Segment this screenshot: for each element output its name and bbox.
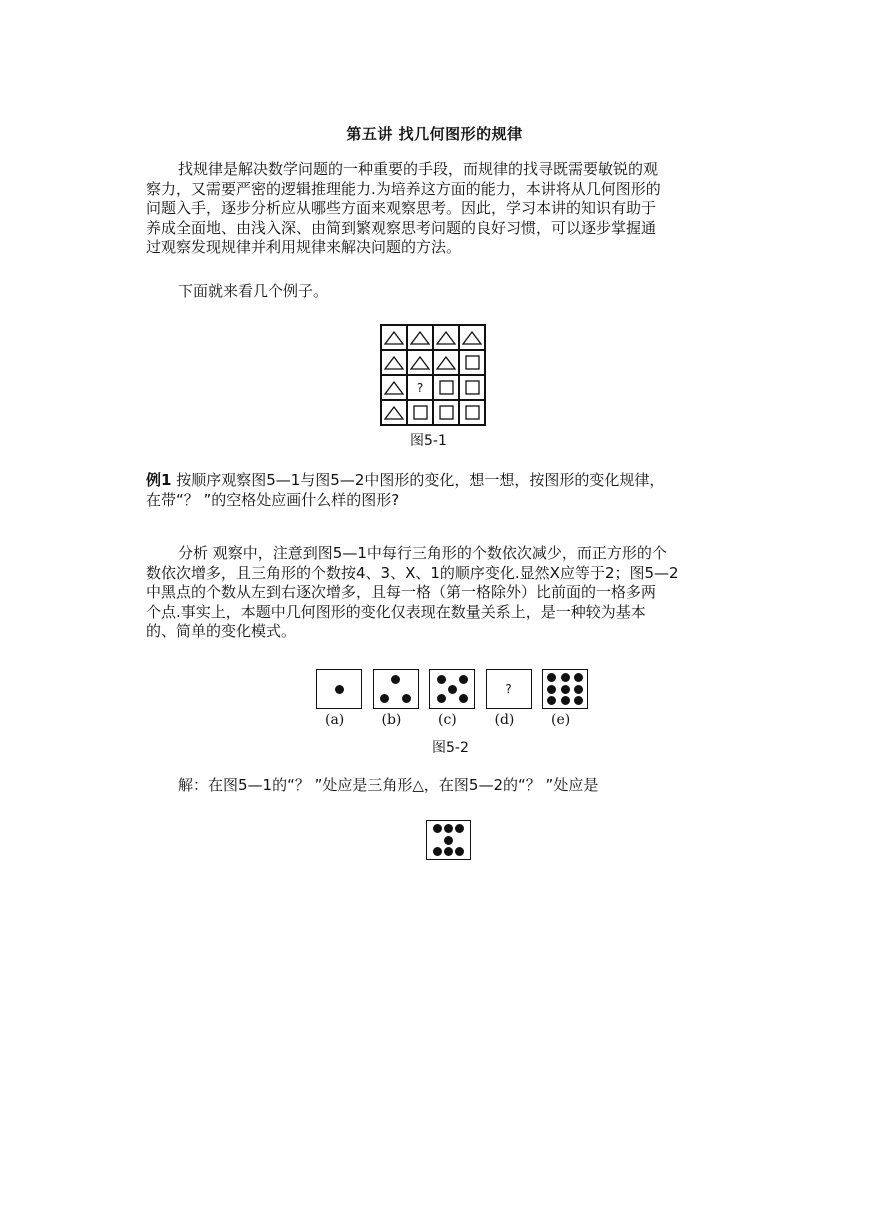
- example-1: [146, 471, 766, 510]
- intro-line: 察力，又需要严密的逻辑推理能力.为培养这方面的能力，本讲将从几何图形的: [146, 179, 661, 198]
- box-label: (d): [494, 712, 515, 728]
- square-cell: [460, 401, 486, 426]
- triangle-cell: [382, 326, 408, 351]
- triangle-cell: [460, 326, 486, 351]
- dot: [433, 847, 442, 856]
- dot: [335, 685, 344, 694]
- triangle-cell: [382, 401, 408, 426]
- dot: [448, 685, 457, 694]
- dice-box: [486, 669, 532, 709]
- dot: [391, 675, 400, 684]
- figure-5-1-caption: 图5-1: [410, 433, 447, 449]
- box-label: (c): [438, 712, 457, 728]
- dot: [561, 673, 570, 682]
- triangle-cell: [408, 326, 434, 351]
- page-title: 第五讲 找几何图形的规律: [346, 125, 523, 143]
- square-cell: [434, 401, 460, 426]
- square-cell: [408, 401, 434, 426]
- square-icon: [413, 405, 428, 420]
- figure-5-1-grid: [380, 324, 486, 426]
- triangle-cell: [382, 376, 408, 401]
- dice-box: [542, 669, 588, 709]
- analysis-line: 个点.事实上，本题中几何图形的变化仅表现在数量关系上，是一种较为基本: [146, 602, 646, 621]
- dot: [547, 685, 556, 694]
- triangle-icon: [410, 356, 430, 370]
- dice-box: [373, 669, 419, 709]
- dot: [444, 847, 453, 856]
- triangle-icon: [384, 331, 404, 345]
- example-line: 在带“？ ”的空格处应画什么样的图形?: [146, 490, 400, 509]
- dot: [547, 696, 556, 705]
- dice-box: [429, 669, 475, 709]
- triangle-cell: [408, 351, 434, 376]
- square-icon: [439, 405, 454, 420]
- dot: [561, 696, 570, 705]
- box-label: (a): [325, 712, 345, 728]
- triangle-icon: [410, 331, 430, 345]
- dot: [574, 685, 583, 694]
- square-icon: [439, 380, 454, 395]
- intro-line: 问题入手，逐步分析应从哪些方面来观察思考。因此，学习本讲的知识有助于: [146, 199, 657, 217]
- square-icon: [465, 380, 480, 395]
- dot: [444, 836, 453, 845]
- dot: [574, 696, 583, 705]
- dot: [444, 824, 453, 833]
- answer-dice-box: [426, 820, 471, 860]
- example-line: 按顺序观察图5—1与图5—2中图形的变化，想一想，按图形的变化规律，: [176, 471, 665, 489]
- solution-text: 解：在图5—1的“？ ”处应是三角形△，在图5—2的“？ ”处应是: [178, 776, 599, 794]
- square-cell: [434, 376, 460, 401]
- square-cell: [460, 376, 486, 401]
- box-label: (e): [551, 712, 571, 728]
- triangle-icon: [384, 381, 404, 395]
- dot: [402, 694, 411, 703]
- square-icon: [465, 355, 480, 370]
- analysis-line: 的、简单的变化模式。: [146, 622, 297, 640]
- dot: [380, 694, 389, 703]
- analysis-line: 数依次增多，且三角形的个数按4、3、X、1的顺序变化.显然X应等于2；图5—2: [146, 563, 679, 582]
- dot: [437, 694, 446, 703]
- square-cell: [460, 351, 486, 376]
- triangle-cell: [382, 351, 408, 376]
- question-mark: ?: [416, 380, 424, 395]
- box-label: (b): [381, 712, 402, 728]
- triangle-icon: [436, 356, 456, 370]
- triangle-cell: [434, 351, 460, 376]
- intro-line: 找规律是解决数学问题的一种重要的手段，而规律的找寻既需要敏锐的观: [178, 160, 659, 178]
- dot: [459, 694, 468, 703]
- example-label: 例1: [146, 471, 172, 489]
- dot: [437, 675, 446, 684]
- intro-line: 养成全面地、由浅入深、由简到繁观察思考问题的良好习惯，可以逐步掌握通: [146, 218, 657, 237]
- dice-box: [316, 669, 362, 709]
- triangle-icon: [384, 356, 404, 370]
- solution-paragraph: [146, 776, 766, 796]
- triangle-icon: [436, 331, 456, 345]
- figure-5-2-caption: 图5-2: [432, 740, 469, 756]
- dot: [433, 824, 442, 833]
- triangle-icon: [462, 331, 482, 345]
- square-icon: [465, 405, 480, 420]
- dot: [574, 673, 583, 682]
- dot: [455, 847, 464, 856]
- intro-paragraph: [146, 160, 766, 258]
- dot: [455, 824, 464, 833]
- dot: [547, 673, 556, 682]
- intro-line: 过观察发现规律并利用规律来解决问题的方法。: [146, 238, 462, 256]
- question-mark: ?: [505, 682, 512, 696]
- examples-intro-text: 下面就来看几个例子。: [178, 282, 329, 300]
- question-cell: [408, 376, 434, 401]
- analysis-paragraph: [146, 544, 766, 642]
- triangle-cell: [434, 326, 460, 351]
- triangle-icon: [384, 406, 404, 420]
- dot: [561, 685, 570, 694]
- analysis-line: 分析 观察中，注意到图5—1中每行三角形的个数依次减少，而正方形的个: [178, 544, 667, 562]
- analysis-line: 中黑点的个数从左到右逐次增多，且每一格（第一格除外）比前面的一格多两: [146, 583, 657, 601]
- dot: [459, 675, 468, 684]
- examples-intro: [146, 282, 766, 302]
